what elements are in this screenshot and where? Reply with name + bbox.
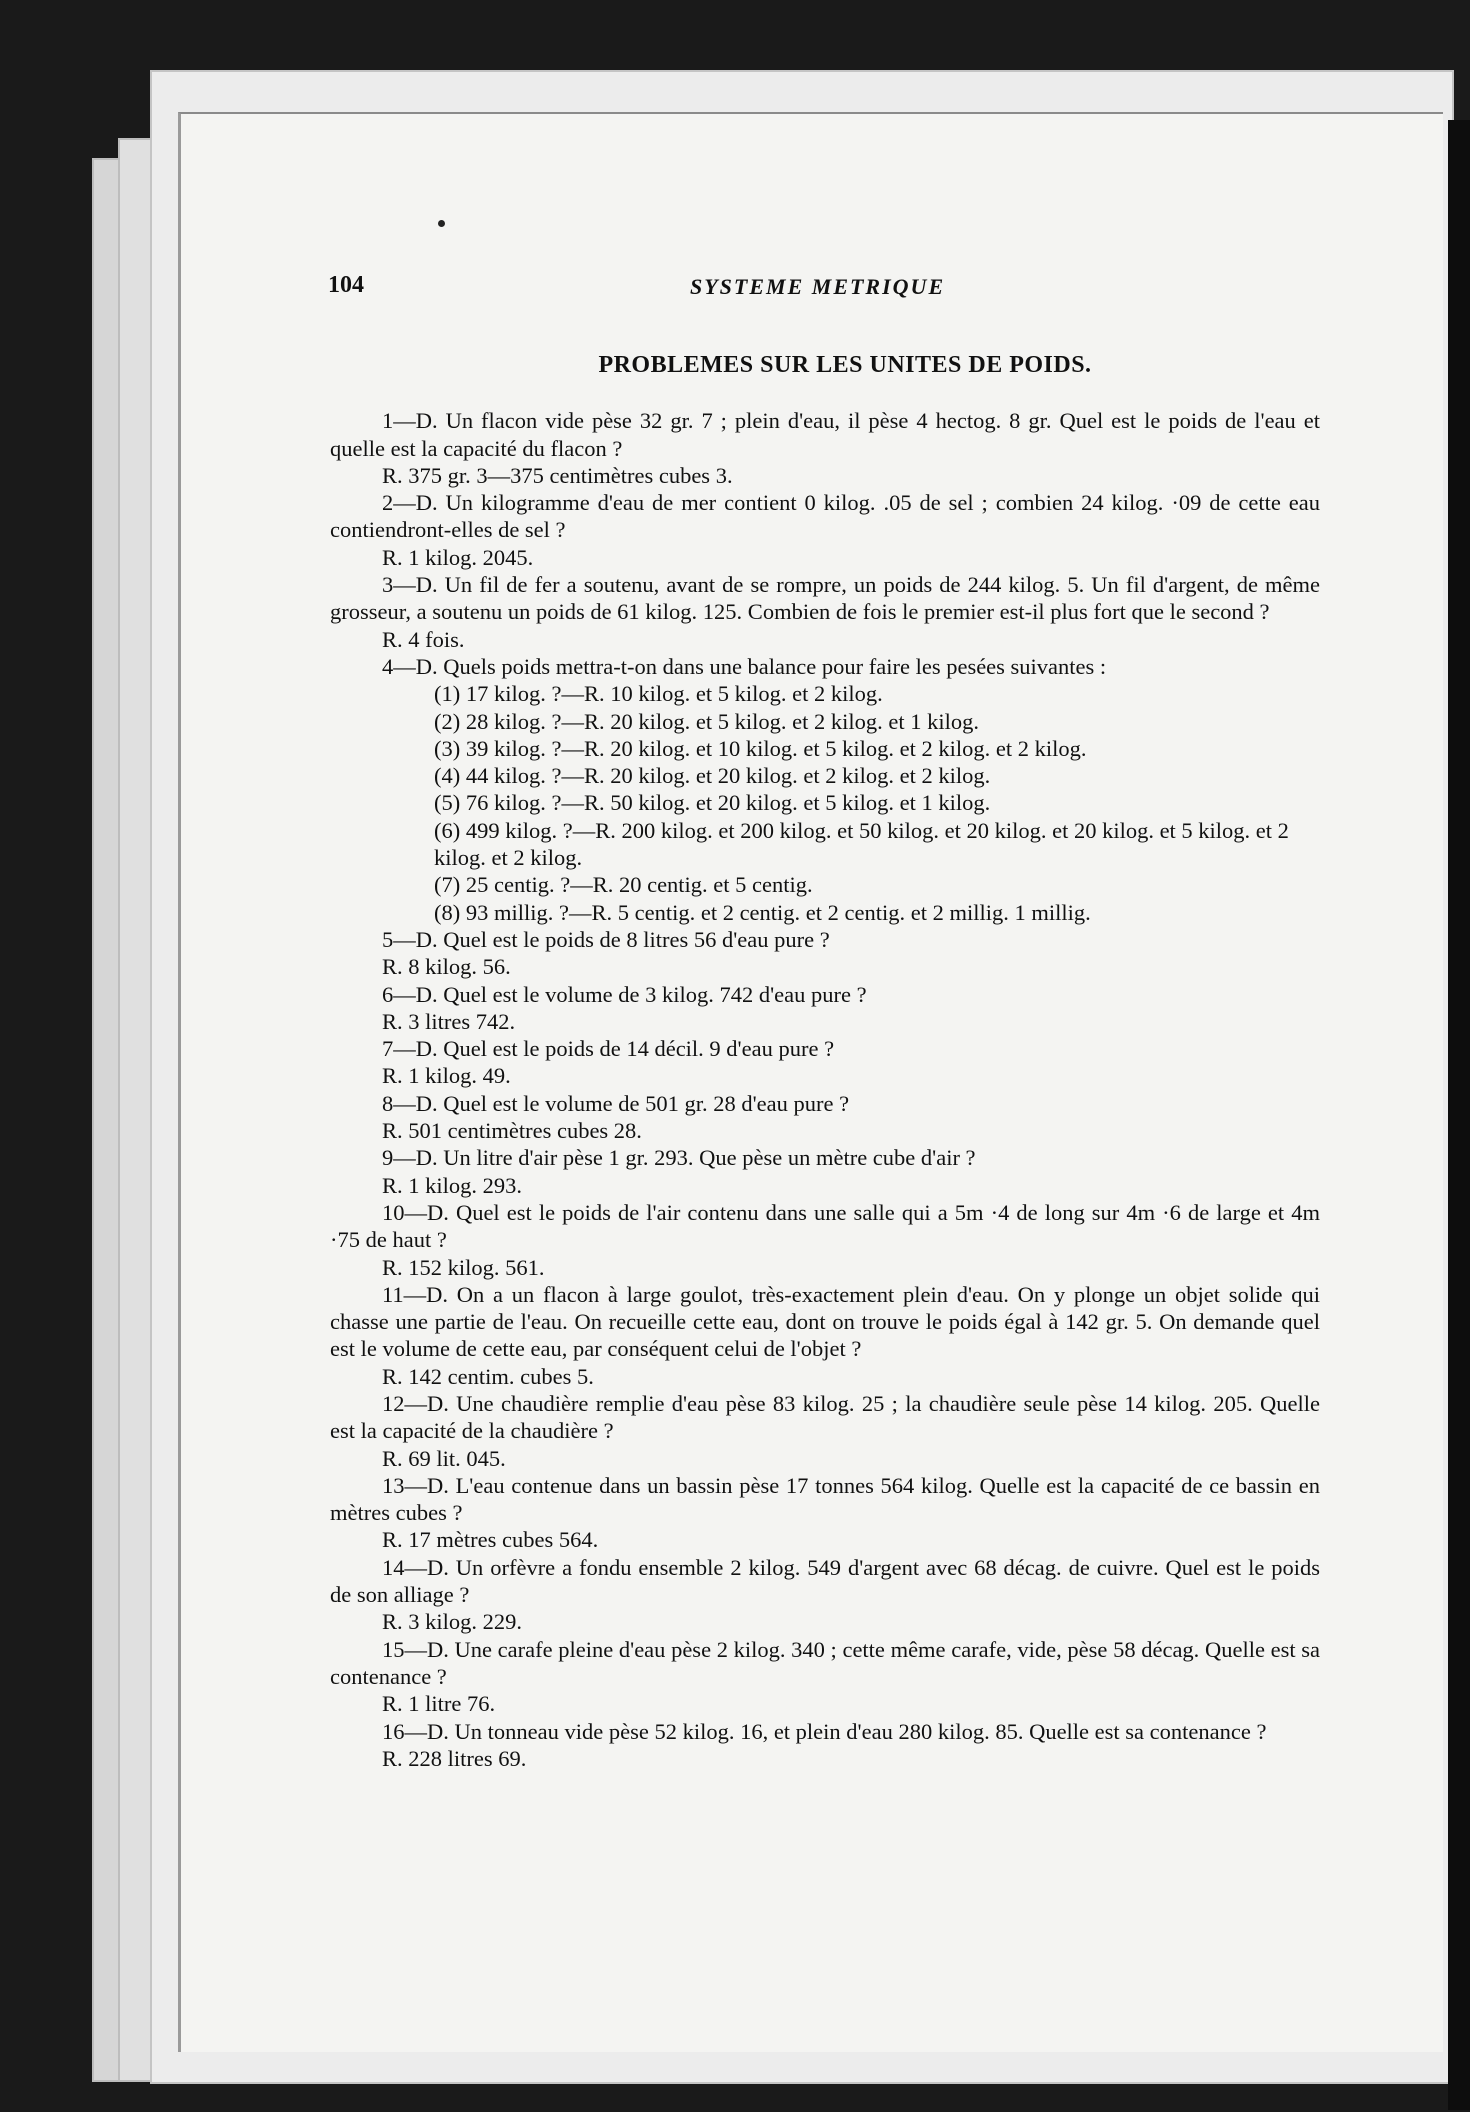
weighing-item: (3) 39 kilog. ?—R. 20 kilog. et 10 kilog. et 5 kilog. et 2 kilog. et 2 kilog.: [434, 735, 1087, 761]
problem-answer: R. 228 litres 69.: [382, 1745, 527, 1771]
problem-answer: R. 1 kilog. 2045.: [382, 544, 534, 570]
problem-question: 5—D. Quel est le poids de 8 litres 56 d'eau pure ?: [382, 926, 830, 952]
weighing-list: [330, 680, 1320, 926]
problem-answer: R. 142 centim. cubes 5.: [382, 1363, 594, 1389]
problem-question: 8—D. Quel est le volume de 501 gr. 28 d'eau pure ?: [382, 1090, 850, 1116]
problem-question: 13—D. L'eau contenue dans un bassin pèse 17 tonnes 564 kilog. Quelle est la capacité de ce bassin en mètres cubes ?: [330, 1472, 1320, 1526]
weighing-item: (6) 499 kilog. ?—R. 200 kilog. et 200 kilog. et 50 kilog. et 20 kilog. et 20 kilog. et 5 kilog. et 2 kilog. et 2 kilog.: [434, 817, 1289, 871]
running-header: [0, 272, 1470, 308]
problem-question: 3—D. Un fil de fer a soutenu, avant de se rompre, un poids de 244 kilog. 5. Un fil d'argent, de même grosseur, a soutenu un poids de 61 kilog. 125. Combien de fois le premier est-il plus fort que le second ?: [330, 572, 1320, 625]
speck-mark: [438, 220, 445, 227]
problem-question: 12—D. Une chaudière remplie d'eau pèse 83 kilog. 25 ; la chaudière seule pèse 14 kilog. 205. Quelle est la capacité de la chaudière ?: [330, 1390, 1320, 1444]
problem-question: 1—D. Un flacon vide pèse 32 gr. 7 ; plein d'eau, il pèse 4 hectog. 8 gr. Quel est le poids de l'eau et quelle est la capacité du flacon ?: [330, 408, 1320, 461]
problem-list: [330, 407, 1320, 1772]
problem-answer: R. 375 gr. 3—375 centimètres cubes 3.: [382, 462, 733, 488]
problem-answer: R. 1 kilog. 293.: [382, 1172, 523, 1198]
problem-answer: R. 3 litres 742.: [382, 1008, 516, 1034]
weighing-item: (4) 44 kilog. ?—R. 20 kilog. et 20 kilog. et 2 kilog. et 2 kilog.: [434, 763, 991, 789]
problem-question: 4—D. Quels poids mettra-t-on dans une balance pour faire les pesées suivantes :: [382, 653, 1107, 679]
book-edge-shadow: [1448, 120, 1470, 2110]
weighing-item: (7) 25 centig. ?—R. 20 centig. et 5 centig.: [434, 872, 813, 898]
problem-question: 2—D. Un kilogramme d'eau de mer contient 0 kilog. .05 de sel ; combien 24 kilog. ·09 de cette eau contiendront-elles de sel ?: [330, 490, 1320, 543]
page-content: [330, 352, 1320, 1772]
problem-answer: R. 152 kilog. 561.: [382, 1254, 545, 1280]
weighing-item: (1) 17 kilog. ?—R. 10 kilog. et 5 kilog. et 2 kilog.: [434, 681, 883, 707]
problem-question: 14—D. Un orfèvre a fondu ensemble 2 kilog. 549 d'argent avec 68 décag. de cuivre. Quel est le poids de son alliage ?: [330, 1554, 1320, 1608]
problem-answer: R. 1 kilog. 49.: [382, 1063, 511, 1089]
problem-question: 11—D. On a un flacon à large goulot, très-exactement plein d'eau. On y plonge un objet solide qui chasse une partie de l'eau. On recueille cette eau, dont on trouve le poids égal à 142 gr. 5. On demande quel est le volume de cette eau, par conséquent celui de l'objet ?: [330, 1281, 1320, 1362]
problem-question: 15—D. Une carafe pleine d'eau pèse 2 kilog. 340 ; cette même carafe, vide, pèse 58 décag. Quelle est sa contenance ?: [330, 1636, 1320, 1689]
weighing-item: (2) 28 kilog. ?—R. 20 kilog. et 5 kilog. et 2 kilog. et 1 kilog.: [434, 708, 979, 734]
problem-question: 7—D. Quel est le poids de 14 décil. 9 d'eau pure ?: [382, 1036, 835, 1062]
problem-answer: R. 17 mètres cubes 564.: [382, 1527, 599, 1553]
page-number: 104: [328, 272, 364, 298]
problem-answer: R. 4 fois.: [382, 626, 465, 652]
problem-question: 10—D. Quel est le poids de l'air contenu dans une salle qui a 5m ·4 de long sur 4m ·6 de large et 4m ·75 de haut ?: [330, 1199, 1320, 1253]
problem-question: 9—D. Un litre d'air pèse 1 gr. 293. Que pèse un mètre cube d'air ?: [382, 1145, 976, 1171]
running-title: SYSTEME METRIQUE: [690, 274, 946, 299]
problem-answer: R. 501 centimètres cubes 28.: [382, 1118, 642, 1144]
problem-question: 6—D. Quel est le volume de 3 kilog. 742 d'eau pure ?: [382, 981, 867, 1007]
weighing-item: (5) 76 kilog. ?—R. 50 kilog. et 20 kilog. et 5 kilog. et 1 kilog.: [434, 790, 991, 816]
problem-answer: R. 1 litre 76.: [382, 1691, 496, 1717]
problem-answer: R. 69 lit. 045.: [382, 1445, 506, 1471]
section-heading: PROBLEMES SUR LES UNITES DE POIDS.: [598, 352, 1092, 378]
problem-answer: R. 3 kilog. 229.: [382, 1609, 523, 1635]
problem-answer: R. 8 kilog. 56.: [382, 954, 511, 980]
problem-question: 16—D. Un tonneau vide pèse 52 kilog. 16, et plein d'eau 280 kilog. 85. Quelle est sa contenance ?: [382, 1718, 1267, 1744]
weighing-item: (8) 93 millig. ?—R. 5 centig. et 2 centig. et 2 centig. et 2 millig. 1 millig.: [434, 899, 1091, 925]
